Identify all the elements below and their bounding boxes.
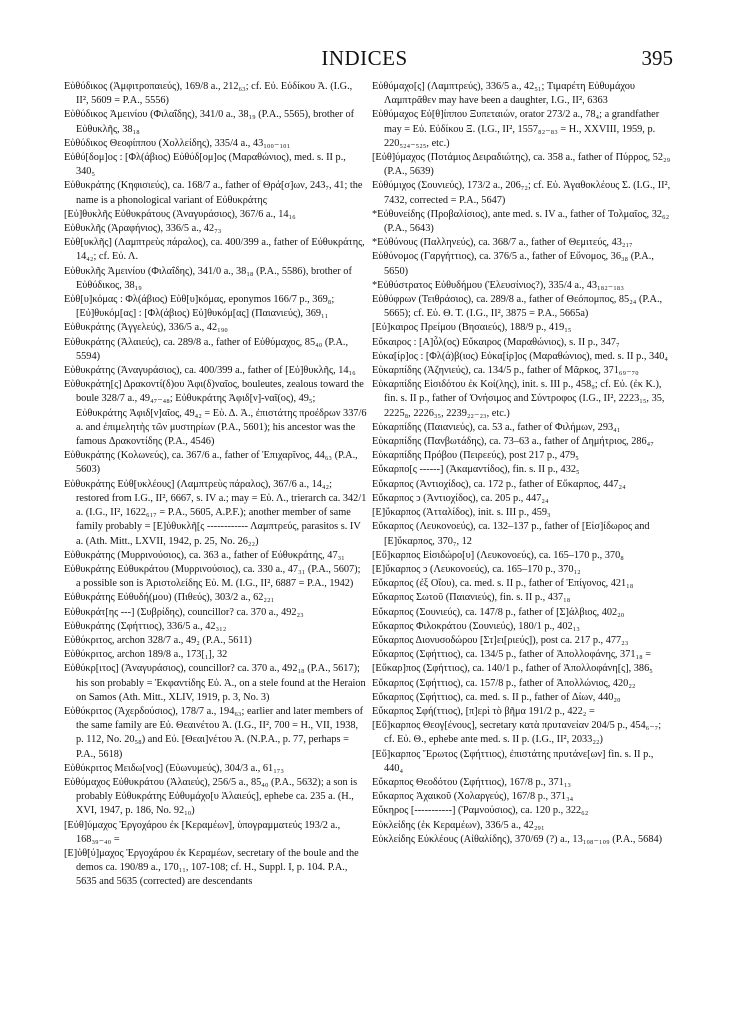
index-entry: [Εὔ]καρπος Θεογ[ένους], secretary κατὰ πρυτανείαν 204/5 p., 454₆₋₇; cf. Εὐ. Θ., ephebe ante med. s. II p. (I.G., II², 2033₂₂) — [372, 720, 662, 746]
index-entry: Εὔκαρπος Σφή(ττιος), [π]ερὶ τὸ βῆμα 191/2 p., 422₂ = — [372, 705, 595, 717]
index-entry: Εὐθυκράτης Εὐθυδή(μου) (Πιθεύς), 303/2 a., 62₂₂₁ — [64, 592, 275, 604]
index-entry: Εὐθύφρων (Τειθράσιος), ca. 289/8 a., father of Θεόπομπος, 85₂₄ (P.A., 5665); cf. Εὐ. Θ. Τ. (I.G., II², 3875 = P.A., 5665a) — [372, 294, 663, 320]
index-entry: Εὐκλείδης Εὐκλέους (Αἰθαλίδης), 370/69 (?) a., 13₁₀₈₋₁₀₉ (P.A., 5684) — [372, 833, 663, 845]
index-entry: Εὐκαρπίδης (Παιανιεύς), ca. 53 a., father of Φιλήμων, 293₄₁ — [372, 421, 621, 433]
right-column — [372, 80, 673, 847]
index-entry: Εὐθύ[δομ]ος : [Φλ(άβιος) Εὐθύδ[ομ]ος (Μαραθώνιος), med. s. II p., 340₅ — [64, 152, 346, 178]
index-entry: Εὔκαρπο[ς ------] (Ἀκαμαντίδος), fin. s. II p., 432₅ — [372, 464, 580, 476]
index-entry: Εὐθυκλῆς (Ἀραφήνιος), 336/5 a., 42₇₃ — [64, 223, 222, 235]
index-entry: Εὐθύδικος Ἀμεινίου (Φιλαΐδης), 341/0 a., 38₁₉ (P.A., 5565), brother of Εὐθυκλῆς, 38₁₈ — [64, 109, 355, 135]
index-entry: Εὔκαρπος ͻ (Ἀντιοχίδος), ca. 205 p., 447₂₄ — [372, 492, 549, 504]
index-entry: Εὔκαρπος (Σουνιεύς), ca. 147/8 p., father of [Σ]άλβιος, 402₂₀ — [372, 606, 625, 618]
index-entry: Εὐθυκράτης (Μυρρινούσιος), ca. 363 a., father of Εὐθυκράτης, 47₃₁ — [64, 549, 345, 561]
index-entry: Εὐθυκράτης (Σφήττιος), 336/5 a., 42₃₁₂ — [64, 620, 227, 632]
index-entry: Εὐθυκράτης (Κηφισιεύς), ca. 168/7 a., father of Θρά[σ]ων, 243₇, 41; the name is a phonological variant of Εὐθυκράτης — [64, 180, 363, 206]
index-entry: [Ε]ὐθ[ύ]μαχος Ἐργοχάρου ἐκ Κεραμέων, secretary of the boule and the demos ca. 190/89 a., 170₁₁, 107-108; cf. H., Suppl. I, p. 104. P.A., 5635 and 5635 (corrected) are descendants — [64, 847, 359, 888]
index-entry: Εὐκαρπίδης (Ἀζηνιεύς), ca. 134/5 p., father of Μᾶρκος, 371₆₉₋₇₀ — [372, 365, 639, 377]
index-entry: Εὐθυκράτ[ης ---] (Συβρίδης), councillor? ca. 370 a., 492₂₃ — [64, 606, 304, 618]
index-entry: Εὐθυκράτης (Ἀγγελεύς), 336/5 a., 42₁₉₀ — [64, 322, 228, 334]
index-entry: Εὔκαρπος Ἀχαικοῦ (Χολαργεύς), 167/8 p., 371₃₄ — [372, 791, 574, 803]
index-entry: Εὐθύκριτος Μειδω[νος] (Εὐωνυμεύς), 304/3 a., 61₁₇₃ — [64, 762, 284, 774]
page-header — [0, 46, 729, 76]
index-entry: *Εὐθύνους (Παλληνεύς), ca. 368/7 a., father of Θεμιτεύς, 43₂₁₇ — [372, 237, 633, 249]
index-entry: Εὐθυκράτης (Ἁλαιεύς), ca. 289/8 a., father of Εὐθύμαχος, 85₄₀ (P.A., 5594) — [64, 336, 349, 362]
index-entry: Εὐθ[υ]κόμας : Φλ(άβιος) Εὐθ[υ]κόμας, eponymos 166/7 p., 369₈; [Εὐ]θυκόμ[ας] : [Φλ(άβιος) Εὐ]θυκόμ[ας] (Παιανιεύς), 369₁₁ — [64, 294, 335, 320]
index-entry: Εὐθύμαχος Εὐ[θ]ίππου Ξυπεταιών, orator 273/2 a., 78₄; a grandfather may = Εὐ. Εὐδίκου Ξ. (I.G., II², 1557₈₂₋₈₃ = H., XXVIII, 1959, p. 220₅₂₄₋₅₂₅, etc.) — [372, 109, 660, 149]
index-entry: [Εὔ]καρπος Εἰσιδώρο[υ] (Λευκονοεύς), ca. 165–170 p., 370₈ — [372, 549, 624, 561]
index-entry: Εὔκαρπος (Σφήττιος), ca. med. s. II p., father of Δίων, 440₂₀ — [372, 691, 621, 703]
index-entry: Εὔκηρος [-----------] (Ῥαμνούσιος), ca. 120 p., 322₆₂ — [372, 805, 589, 817]
index-entry: Εὐθυκράτης (Ἀναγυράσιος), ca. 400/399 a., father of [Εὐ]θυκλῆς, 14₁₆ — [64, 365, 356, 377]
index-entry: [Εὐθ]ύμαχος (Ποτάμιος Δειραδιώτης), ca. 358 a., father of Πύρρος, 52₂₉ (P.A., 5639) — [372, 152, 671, 178]
index-entry: Εὐθυκράτης Εὐθ[υκλέους] (Λαμπτρεὺς πάραλος), 367/6 a., 14₄₂; restored from I.G., II², 6667, s. IV a.; may = Εὐ. Λ., trierarch ca. 342/1 a. (I.G., II², 1622₆₁₇ = P.A., 5605, A.P.F.); another member of same family probably = [Ε]ὐθυκλῆ[ς ------------ Λαμπτρεύς, parasitos s. IV a. (Ath. Mitt., LXVII, 1942, p. 25, No. 26₂₂) — [64, 478, 367, 547]
index-entry: Εὐθύκριτος (Ἀχερδούσιος), 178/7 a., 194₆₃; earlier and later members of the same family are Εὐ. Θεαινέτου Ἀ. (I.G., II², 700 = H., VII, 1938, p. 112, No. 20₅₈) and Εὐ. [Θεαι]νέτου Ἀ. (N.P.A., p. 77, perhaps = P.A., 5618) — [64, 705, 364, 760]
index-entry: Εὔκαρπος Φιλοκράτου (Σουνιεύς), 180/1 p., 402₁₃ — [372, 620, 580, 632]
index-entry: Εὔκαρπος (Λευκονοεύς), ca. 132–137 p., father of [Εἰσ]ίδωρος and [Ε]ὔκαρπος, 370₇, 12 — [372, 521, 650, 547]
index-entry: Εὐθύδικος Θεοφίππου (Χολλείδης), 335/4 a., 43₁₀₀₋₁₀₁ — [64, 137, 291, 149]
index-entry: Εὐθύκρ[ιτος] (Ἀναγυράσιος), councillor? ca. 370 a., 492₁₈ (P.A., 5617); his son probably = Ἐκφαντίδης Εὐ. Ἀ., on a stele found at the Heraion on Samos (Ath. Mitt., XLIV, 1919, p. 3, No. 3) — [64, 663, 366, 703]
index-entry: Εὔκαιρος : [Α]ὖλ(ος) Εὔκαιρος (Μαραθώνιος), s. II p., 347₇ — [372, 336, 620, 348]
index-entry: Εὐθύκριτος, archon 328/7 a., 49₂ (P.A., 5611) — [64, 634, 252, 646]
index-entry: [Εὔ]καρπος Ἔρωτος (Σφήττιος), ἐπιστάτης πρυτάνε[ων] fin. s. II p., 440₄ — [372, 748, 654, 774]
index-entry: Εὐκλείδης (ἐκ Κεραμέων), 336/5 a., 42₂₉₁ — [372, 819, 545, 831]
index-entry: Εὐθύκριτος, archon 189/8 a., 173[₁], 32 — [64, 649, 228, 661]
index-entry: *Εὐθυνείδης (Προβαλίσιος), ante med. s. IV a., father of Τολμαῖος, 32₆₂ (P.A., 5643) — [372, 208, 670, 235]
page-title: INDICES — [321, 46, 408, 70]
index-entry: Εὔκαρπος (Ἀντιοχίδος), ca. 172 p., father of Εὔκαρπος, 447₂₄ — [372, 478, 626, 490]
index-entry: Εὐθ[υκλῆς] (Λαμπτρεὺς πάραλος), ca. 400/399 a., father of Εὐθυκράτης, 14₄₂; cf. Εὐ. Λ. — [64, 237, 365, 263]
index-entry: [Εὐθ]ύμαχος Ἐργοχάρου ἐκ [Κεραμέων], ὑπογραμματεύς 193/2 a., 168₃₉₋₄₀ = — [64, 819, 341, 845]
index-entry: [Εὔκαρ]πος (Σφήττιος), ca. 140/1 p., father of Ἀπολλοφάνη[ς], 386₅ — [372, 663, 653, 675]
index-entry: Εὐθυκράτης Εὐθυκράτου (Μυρρινούσιος), ca. 330 a., 47₃₁ (P.A., 5607); a possible son is Ἀριστολείδης Εὐ. Μ. (I.G., II², 6887 = P.A., 1942) — [64, 563, 361, 590]
index-entry: [Ε]ὔκαρπος (Ἀτταλίδος), init. s. III p., 459₃ — [372, 507, 551, 519]
index-entry: Εὔκαρπος (Σφήττιος), ca. 134/5 p., father of Ἀπολλοφάνης, 371₁₈ = — [372, 649, 652, 661]
index-entry: Εὔκαρπος Διονυσοδώρου [Στ]ει[ριεύς]), post ca. 217 p., 477₂₃ — [372, 634, 629, 646]
index-entry: Εὐθυκράτη[ς] Δρακοντί(δ)ου Ἀφι(δ)ναῖος, bouleutes, zealous toward the boule 328/7 a., 49₄₇₋₄₈; Εὐθυκράτης Ἀφιδ[ν]-ναῖ(ος), 49₅; Εὐθυκράτης Ἀφιδ[ν]αῖος, 49₄₂ = Εὐ. Δ. Ἀ., ἐπιστάτης προέδρων 337/6 a. and ἐπιμελητὴς τῶν μυστηρίων (P.A., 5601); his ancestor was the famous Δρακοντίδης (P.A., 4546) — [64, 379, 367, 448]
index-entry: Εὐκαρπίδης Πρόβου (Πειρεεύς), post 217 p., 479₅ — [372, 450, 579, 462]
index-entry: [Εὐ]καιρος Πρείμου (Βησαιεύς), 188/9 p., 419₁₅ — [372, 322, 572, 334]
index-entry: Εὔκαρπος (Σφήττιος), ca. 157/8 p., father of Ἀπολλώνιος, 420₂₂ — [372, 677, 636, 689]
index-entry: Εὐθύνομος (Γαργήττιος), ca. 376/5 a., father of Εὔνομος, 36₃₈ (P.A., 5650) — [372, 251, 654, 277]
left-column — [64, 80, 367, 890]
index-entry: Εὐθύμιχος (Σουνιεύς), 173/2 a., 206₇₂; cf. Εὐ. Ἀγαθοκλέους Σ. (I.G., II², 7432, corrected = P.A., 5647) — [372, 180, 671, 206]
page-number: 395 — [641, 46, 673, 70]
index-entry: Εὐθυκλῆς Ἀμεινίου (Φιλαΐδης), 341/0 a., 38₁₈ (P.A., 5586), brother of Εὐθύδικος, 38₁₉ — [64, 265, 352, 291]
index-entry: Εὐθύμαχος Εὐθυκράτου (Ἁλαιεύς), 256/5 a., 85₄₀ (P.A., 5632); a son is probably Εὐθυκράτης Εὐθυμάχο[υ Ἁλαιεύς], ephebe ca. 235 a. (H., XVI, 1947, p. 186, No. 92₁₀) — [64, 776, 358, 817]
index-entry: Εὐκα[ίρ]ος : [Φλ(ά)β(ιος) Εὐκα[ίρ]ος (Μαραθώνιος), med. s. II p., 340₄ — [372, 350, 669, 362]
index-entry: Εὔκαρπος (ἐξ Οἴου), ca. med. s. II p., father of Ἐπίγονος, 421₁₈ — [372, 578, 634, 590]
index-entry: Εὐθυκράτης (Κολωνεύς), ca. 367/6 a., father of Ἐπιχαρῖνος, 44₆₃ (P.A., 5603) — [64, 450, 358, 476]
index-entry: [Ε]ὔκαρπος ͻ (Λευκονοεύς), ca. 165–170 p., 370₁₂ — [372, 563, 581, 575]
index-entry: *Εὐθύστρατος Εὐθυδήμου (Ἐλευσίνιος?), 335/4 a., 43₁₈₂₋₁₈₃ — [372, 279, 624, 291]
index-entry: Εὐθύδικος (Ἀμφιτροπαιεύς), 169/8 a., 212₆₃; cf. Εὐ. Εὐδίκου Ἀ. (I.G., II², 5609 = P.A., 5556) — [64, 81, 353, 107]
index-entry: Εὐκαρπίδης (Πανβωτάδης), ca. 73–63 a., father of Δημήτριος, 286₄₇ — [372, 436, 654, 448]
index-entry: Εὐκαρπίδης Εἰσιδότου ἐκ Κοί(λης), init. s. III p., 458₉; cf. Εὐ. (ἐκ Κ.), fin. s. II p., father of Ὀνήσιμος and Σύντροφος (I.G., II², 2223₁₅, 35, 2225₈, 2226₃₅, 2239₂₂₋₂₃, etc.) — [372, 379, 665, 419]
index-entry: Εὔκαρπος Σωτοῦ (Παιανιεύς), fin. s. II p., 437₁₈ — [372, 592, 571, 604]
index-entry: [Εὐ]θυκλῆς Εὐθυκράτους (Ἀναγυράσιος), 367/6 a., 14₁₆ — [64, 208, 296, 220]
index-entry: Εὔκαρπος Θεοδότου (Σφήττιος), 167/8 p., 371₁₃ — [372, 776, 572, 788]
index-entry: Εὐθύμαχο[ς] (Λαμπτρεύς), 336/5 a., 42₅₁; Τιμαρέτη Εὐθυμάχου Λαμπτρᾶθεν may have been a daughter, I.G., II², 6363 — [372, 81, 636, 107]
